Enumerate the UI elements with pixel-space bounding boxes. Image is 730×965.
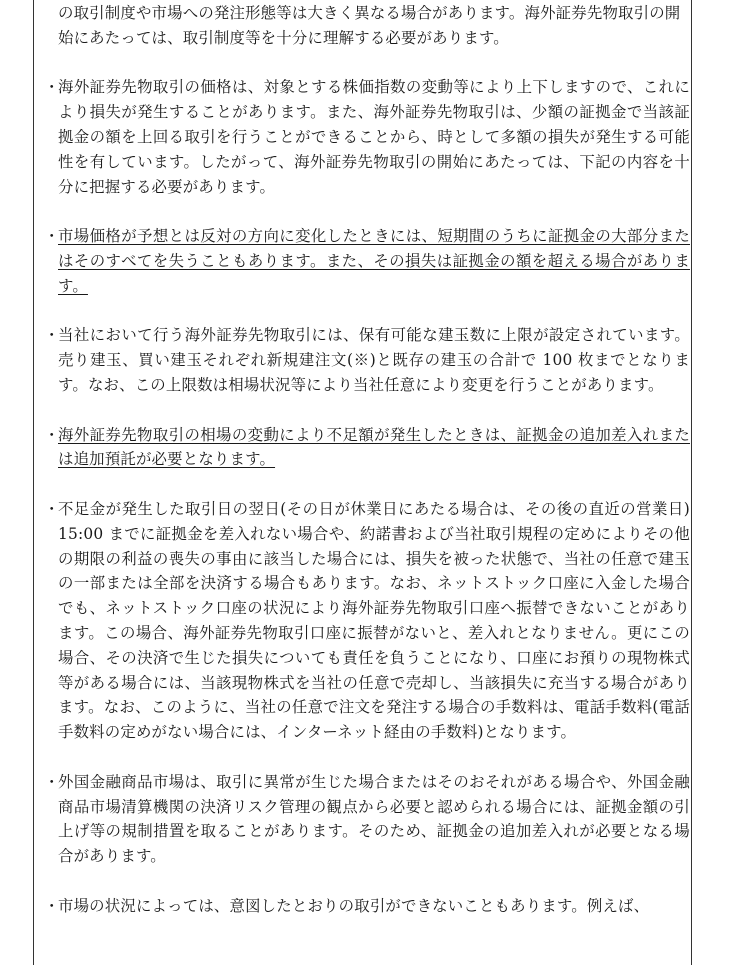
document-body: [44, 1, 690, 943]
list-item-text: 外国金融商品市場は、取引に異常が生じた場合またはそのおそれがある場合や、外国金融商品市場清算機関の決済リスク管理の観点から必要と認められる場合には、証拠金額の引上げ等の規制措置を取ることがあります。そのため、証拠金の追加差入れが必要となる場合があります。: [58, 772, 690, 866]
list-item-text: 当社において行う海外証券先物取引には、保有可能な建玉数に上限が設定されています。売り建玉、買い建玉それぞれ新規建注文(※)と既存の建玉の合計で 100 枚までとなります。なお、この上限数は相場状況等により当社任意により変更を行うことがあります。: [58, 326, 690, 394]
list-item-text: 不足金が発生した取引日の翌日(その日が休業日にあたる場合は、その後の直近の営業日) 15:00 までに証拠金を差入れない場合や、約諾書および当社取引規程の定めによりその他の期限の利益の喪失の事由に該当した場合には、損失を被った状態で、当社の任意で建玉の一部または全部を決済する場合もあります。なお、ネットストック口座に入金した場合でも、ネットストック口座の状況により海外証券先物取引口座へ振替できないことがあります。この場合、海外証券先物取引口座に振替がないと、差入れとなりません。更にこの場合、その決済で生じた損失についても責任を負うことになり、口座にお預りの現物株式等がある場合には、当該現物株式を当社の任意で売却し、当該損失に充当する場合があります。なお、このように、当社の任意で注文を発注する場合の手数料は、電話手数料(電話手数料の定めがない場合には、インターネット経由の手数料)となります。: [58, 499, 690, 742]
bullet-icon: ・: [44, 425, 60, 444]
list-item-text: 市場の状況によっては、意図したとおりの取引ができないこともあります。例えば、: [58, 896, 650, 915]
bullet-icon: ・: [44, 326, 60, 345]
bullet-icon: ・: [44, 772, 60, 791]
list-item: [44, 770, 690, 869]
list-item: [44, 423, 690, 473]
list-item-text: 市場価格が予想とは反対の方向に変化したときには、短期間のうちに証拠金の大部分またはそのすべてを失うこともあります。また、その損失は証拠金の額を超える場合があります。: [58, 227, 690, 295]
bullet-icon: ・: [44, 78, 60, 97]
list-item-text: 海外証券先物取引の相場の変動により不足額が発生したときは、証拠金の追加差入れまたは追加預託が必要となります。: [58, 425, 690, 469]
list-item: [44, 894, 690, 919]
list-item: [44, 224, 690, 298]
list-item: [44, 497, 690, 745]
bullet-icon: ・: [44, 896, 60, 915]
list-item-text: 海外証券先物取引の価格は、対象とする株価指数の変動等により上下しますので、これにより損失が発生することがあります。また、海外証券先物取引は、少額の証拠金で当該証拠金の額を上回る取引を行うことができることから、時として多額の損失が発生する可能性を有しています。したがって、海外証券先物取引の開始にあたっては、下記の内容を十分に把握する必要があります。: [58, 78, 690, 196]
bullet-icon: ・: [44, 227, 60, 246]
list-item: [44, 323, 690, 397]
intro-paragraph: の取引制度や市場への発注形態等は大きく異なる場合があります。海外証券先物取引の開始にあたっては、取引制度等を十分に理解する必要があります。: [58, 4, 681, 47]
list-item: [44, 75, 690, 199]
bullet-icon: ・: [44, 499, 60, 518]
